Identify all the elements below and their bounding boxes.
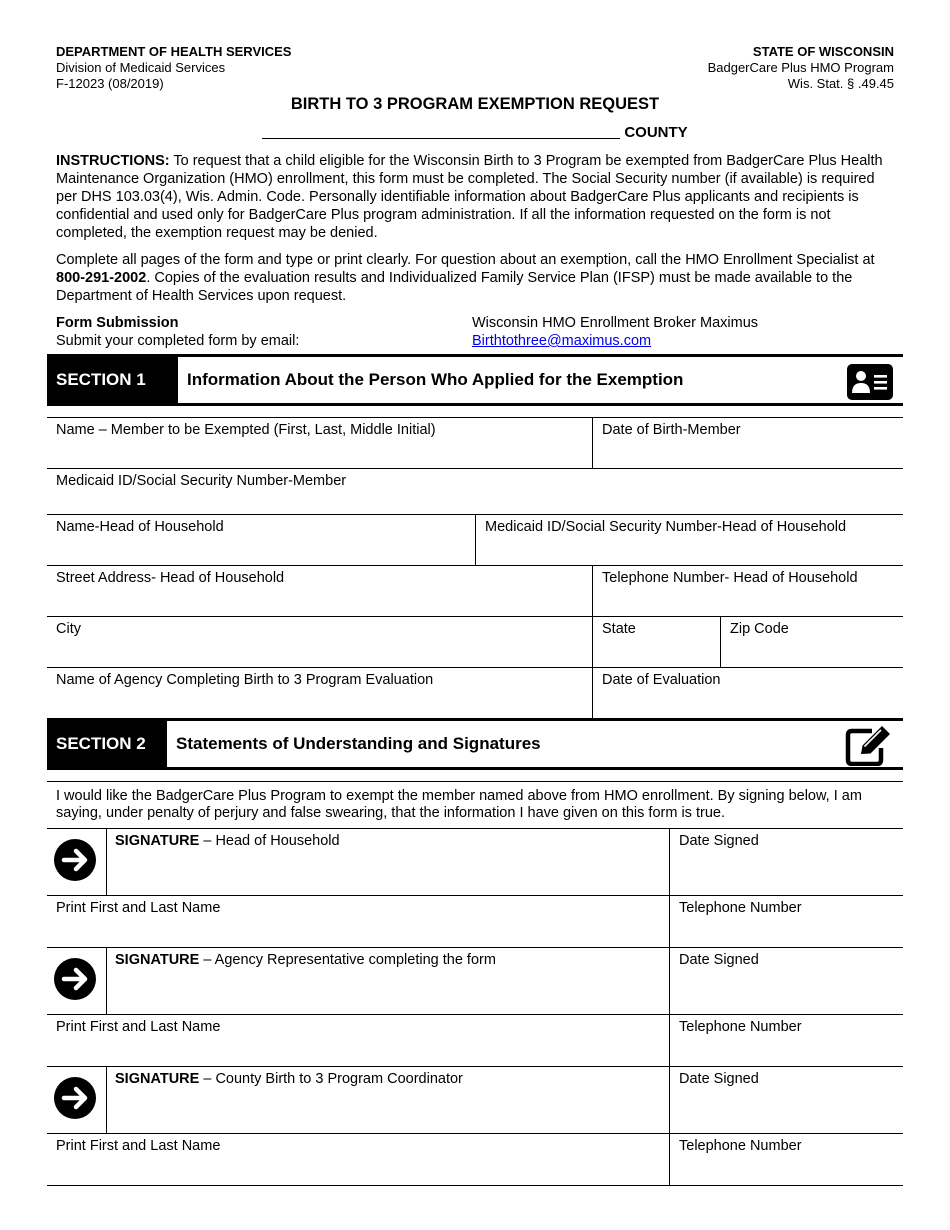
signature-hoh-field[interactable] bbox=[106, 829, 669, 895]
zip-field[interactable]: Zip Code bbox=[720, 617, 903, 667]
arrow-right-icon bbox=[54, 1077, 96, 1119]
telephone-hoh-field[interactable]: Telephone Number bbox=[669, 896, 903, 947]
address-row bbox=[47, 566, 903, 617]
member-dob-field[interactable]: Date of Birth-Member bbox=[592, 418, 903, 468]
state-name: STATE OF WISCONSIN bbox=[752, 44, 894, 59]
hoh-row bbox=[47, 515, 903, 566]
print-name-hoh-field[interactable]: Print First and Last Name bbox=[56, 900, 221, 916]
department-name: DEPARTMENT OF HEALTH SERVICES bbox=[56, 44, 292, 59]
enrollment-phone: 800-291-2002 bbox=[56, 270, 147, 286]
agency-field[interactable]: Name of Agency Completing Birth to 3 Program Evaluation bbox=[56, 672, 434, 688]
section-2-header bbox=[47, 718, 903, 770]
agency-row bbox=[47, 668, 903, 718]
county-label: COUNTY bbox=[624, 124, 688, 141]
signature-role: – County Birth to 3 Program Coordinator bbox=[199, 1071, 463, 1087]
signature-row-coordinator bbox=[47, 1067, 903, 1134]
arrow-column bbox=[47, 1067, 107, 1133]
state-field[interactable]: State bbox=[592, 617, 720, 667]
arrow-right-icon bbox=[54, 839, 96, 881]
edit-icon bbox=[845, 724, 893, 766]
submission-recipient: Wisconsin HMO Enrollment Broker Maximus bbox=[472, 315, 759, 331]
statement-row: I would like the BadgerCare Plus Program to exempt the member named above from HMO enrollment. By signing below, I am saying, under penalty of perjury and false swearing, that the information I have given on this form is true. bbox=[47, 782, 903, 829]
telephone-agency-field[interactable]: Telephone Number bbox=[669, 1015, 903, 1066]
signature-row-agency bbox=[47, 948, 903, 1015]
signature-agency-field[interactable] bbox=[106, 948, 669, 1014]
signature-role: – Head of Household bbox=[199, 833, 340, 849]
statute-ref: Wis. Stat. § .49.45 bbox=[787, 76, 894, 91]
section-2-caption: Statements of Understanding and Signatures bbox=[176, 734, 541, 753]
section-2-tag: SECTION 2 bbox=[47, 721, 167, 767]
submission-heading: Form Submission bbox=[56, 315, 179, 331]
section-1-fields bbox=[47, 417, 903, 718]
eval-date-field[interactable]: Date of Evaluation bbox=[592, 668, 903, 718]
signature-role: – Agency Representative completing the form bbox=[199, 952, 496, 968]
arrow-column bbox=[47, 948, 107, 1014]
date-signed-hoh-field[interactable]: Date Signed bbox=[669, 829, 903, 895]
form-id: F-12023 (08/2019) bbox=[56, 76, 164, 91]
section-1-tag: SECTION 1 bbox=[47, 357, 178, 403]
print-row-coordinator bbox=[47, 1134, 903, 1186]
member-name-field[interactable]: Name – Member to be Exempted (First, Last, Middle Initial) bbox=[56, 422, 436, 438]
hoh-id-field[interactable]: Medicaid ID/Social Security Number-Head of Household bbox=[475, 515, 903, 565]
telephone-coordinator-field[interactable]: Telephone Number bbox=[669, 1134, 903, 1185]
instructions-lead: INSTRUCTIONS: bbox=[56, 153, 170, 169]
submission-right bbox=[472, 314, 758, 350]
instructions-paragraph bbox=[56, 152, 896, 242]
form-title: BIRTH TO 3 PROGRAM EXEMPTION REQUEST bbox=[290, 95, 660, 113]
submission-left bbox=[56, 314, 299, 350]
member-row bbox=[47, 418, 903, 469]
section-1-header bbox=[47, 354, 903, 406]
instructions-text: To request that a child eligible for the Wisconsin Birth to 3 Program be exempted from BadgerCare Plus Health Maintenance Organization (HMO) enrollment, this form must be completed. The Social Security number (if available) is required per DHS 103.03(4), Wis. Admin. Code. Personally identifiable information about BadgerCare Plus applicants and recipients is confidential and used only for BadgerCare Plus program administration. If all the information requested on the form is not completed, the exemption request may be denied. bbox=[56, 153, 883, 241]
signature-label: SIGNATURE bbox=[115, 1071, 200, 1087]
print-row-hoh bbox=[47, 896, 903, 948]
arrow-right-icon bbox=[54, 958, 96, 1000]
program-name: BadgerCare Plus HMO Program bbox=[707, 60, 894, 75]
signature-coordinator-field[interactable] bbox=[106, 1067, 669, 1133]
contact-paragraph bbox=[56, 251, 896, 305]
submission-text: Submit your completed form by email: bbox=[56, 333, 300, 349]
print-name-coordinator-field[interactable]: Print First and Last Name bbox=[56, 1138, 221, 1154]
print-row-agency bbox=[47, 1015, 903, 1067]
section-1-caption: Information About the Person Who Applied for the Exemption bbox=[187, 370, 684, 389]
county-field[interactable] bbox=[47, 124, 903, 141]
section-2-fields bbox=[47, 781, 903, 1186]
header-left bbox=[56, 44, 291, 92]
print-name-agency-field[interactable]: Print First and Last Name bbox=[56, 1019, 221, 1035]
date-signed-agency-field[interactable]: Date Signed bbox=[669, 948, 903, 1014]
member-id-field[interactable]: Medicaid ID/Social Security Number-Member bbox=[56, 473, 347, 489]
division-name: Division of Medicaid Services bbox=[56, 60, 226, 75]
signature-label: SIGNATURE bbox=[115, 833, 200, 849]
signature-label: SIGNATURE bbox=[115, 952, 200, 968]
arrow-column bbox=[47, 829, 107, 895]
header-right bbox=[708, 44, 894, 92]
hoh-phone-field[interactable]: Telephone Number- Head of Household bbox=[592, 566, 903, 616]
hoh-name-field[interactable]: Name-Head of Household bbox=[56, 519, 224, 535]
date-signed-coordinator-field[interactable]: Date Signed bbox=[669, 1067, 903, 1133]
county-blank-line[interactable] bbox=[262, 124, 620, 139]
contact-card-icon bbox=[847, 364, 893, 400]
hoh-address-field[interactable]: Street Address- Head of Household bbox=[56, 570, 285, 586]
submission-email-link[interactable]: Birthtothree@maximus.com bbox=[472, 333, 652, 349]
contact-text-a: Complete all pages of the form and type or print clearly. For question about an exemption, call the HMO Enrollment Specialist at bbox=[56, 252, 875, 268]
city-field[interactable]: City bbox=[56, 621, 81, 637]
member-id-row bbox=[47, 469, 903, 515]
signature-row-hoh bbox=[47, 829, 903, 896]
city-row bbox=[47, 617, 903, 668]
contact-text-b: . Copies of the evaluation results and Individualized Family Service Plan (IFSP) must be made available to the Department of Health Services upon request. bbox=[56, 270, 853, 304]
